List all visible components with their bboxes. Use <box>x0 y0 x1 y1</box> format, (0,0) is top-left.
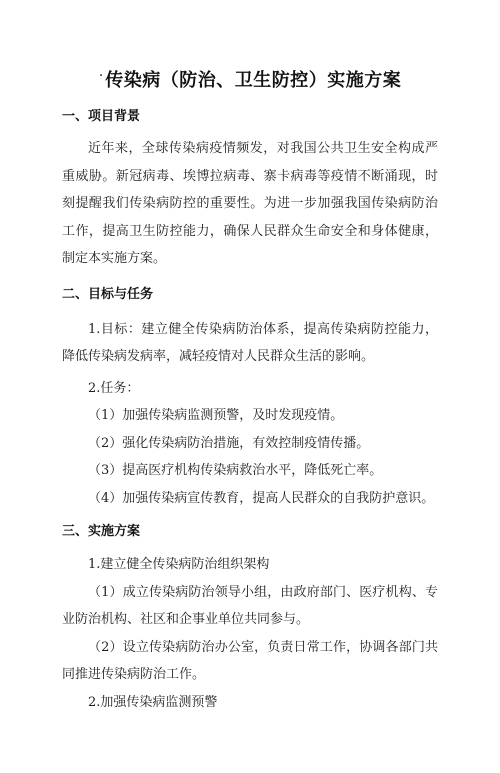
title-row <box>62 66 438 92</box>
section-heading-background: 一、项目背景 <box>62 109 141 124</box>
task-item: （4）加强传染病宣传教育，提高人民群众的自我防护意识。 <box>88 490 435 506</box>
tasks-label: 2.任务： <box>88 380 140 396</box>
task-item: （3）提高医疗机构传染病救治水平，降低死亡率。 <box>88 463 383 478</box>
plan-subheading-org: 1.建立健全传染病防治组织架构 <box>88 557 270 572</box>
background-paragraph: 近年来，全球传染病疫情频发，对我国公共卫生安全构成严重威胁。新冠病毒、埃博拉病毒、寨卡病毒等疫情不断涌现，时刻提醒我们传染病防控的重要性。为进一步加强我国传染病防治工作，提高卫生防控能力，确保人民群众生命安全和身体健康，制定本实施方案。 <box>62 141 438 266</box>
task-item: （2）强化传染病防治措施，有效控制疫情传播。 <box>88 435 370 451</box>
task-item: （1）加强传染病监测预警，及时发现疫情。 <box>88 408 344 423</box>
document-title: 传染病（防治、卫生防控）实施方案 <box>105 70 402 91</box>
plan-item: （2）设立传染病防治办公室，负责日常工作，协调各部门共同推进传染病防治工作。 <box>62 639 438 682</box>
title-dot: · <box>98 68 104 84</box>
section-heading-goals: 二、目标与任务 <box>62 286 154 302</box>
plan-item: （1）成立传染病防治领导小组，由政府部门、医疗机构、专业防治机构、社区和企事业单位共同参与。 <box>62 584 438 627</box>
plan-subheading-monitoring: 2.加强传染病监测预警 <box>88 694 218 710</box>
document-page <box>0 66 500 773</box>
section-heading-plan: 三、实施方案 <box>62 524 141 539</box>
goal-paragraph: 1.目标：建立健全传染病防治体系，提高传染病防控能力，降低传染病发病率，减轻疫情对人民群众生活的影响。 <box>62 321 438 364</box>
